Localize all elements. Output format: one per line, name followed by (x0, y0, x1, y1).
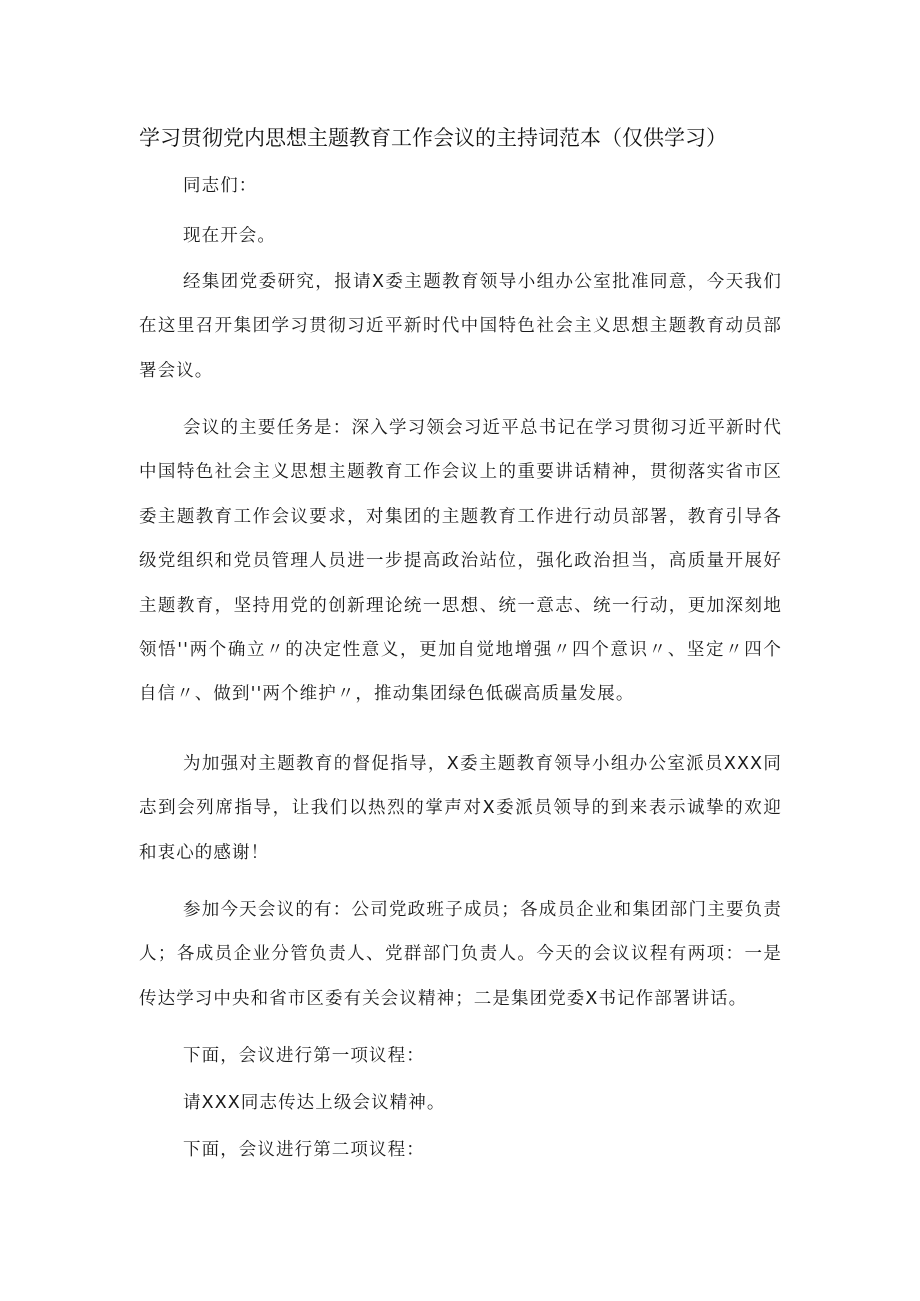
document-title: 学习贯彻党内思想主题教育工作会议的主持词范本（仅供学习） (139, 126, 727, 150)
paragraph-speaker: 请XXX同志传达上级会议精神。 (183, 1093, 446, 1113)
paragraph-attendees: 参加今天会议的有：公司党政班子成员；各成员企业和集团部门主要负责人；各成员企业分管负责人、党群部门负责人。今天的会议议程有两项：一是传达学习中央和省市区委有关会议精神；二是集团党委X书记作部署讲话。 (139, 900, 782, 1009)
paragraph-greeting: 同志们： (183, 176, 258, 196)
paragraph-agenda-item-2: 下面，会议进行第二项议程： (183, 1140, 425, 1160)
paragraph-open-meeting: 现在开会。 (183, 226, 276, 246)
paragraph-main-tasks: 会议的主要任务是：深入学习领会习近平总书记在学习贯彻习近平新时代中国特色社会主义思想主题教育工作会议上的重要讲话精神，贯彻落实省市区委主题教育工作会议要求，对集团的主题教育工作进行动员部署，教育引导各级党组织和党员管理人员进一步提高政治站位，强化政治担当，高质量开展好主题教育，坚持用党的创新理论统一思想、统一意志、统一行动，更加深刻地领悟''两个确立〃的决定性意义，更加自觉地增强〃四个意识〃、坚定〃四个自信〃、做到''两个维护〃，推动集团绿色低碳高质量发展。 (139, 418, 782, 705)
paragraph-approval: 经集团党委研究，报请X委主题教育领导小组办公室批准同意，今天我们在这里召开集团学习贯彻习近平新时代中国特色社会主义思想主题教育动员部署会议。 (139, 272, 782, 381)
paragraph-agenda-item-1: 下面，会议进行第一项议程： (183, 1046, 425, 1066)
paragraph-supervision: 为加强对主题教育的督促指导，X委主题教育领导小组办公室派员XXX同志到会列席指导，让我们以热烈的掌声对X委派员领导的到来表示诚挚的欢迎和衷心的感谢！ (139, 754, 782, 863)
